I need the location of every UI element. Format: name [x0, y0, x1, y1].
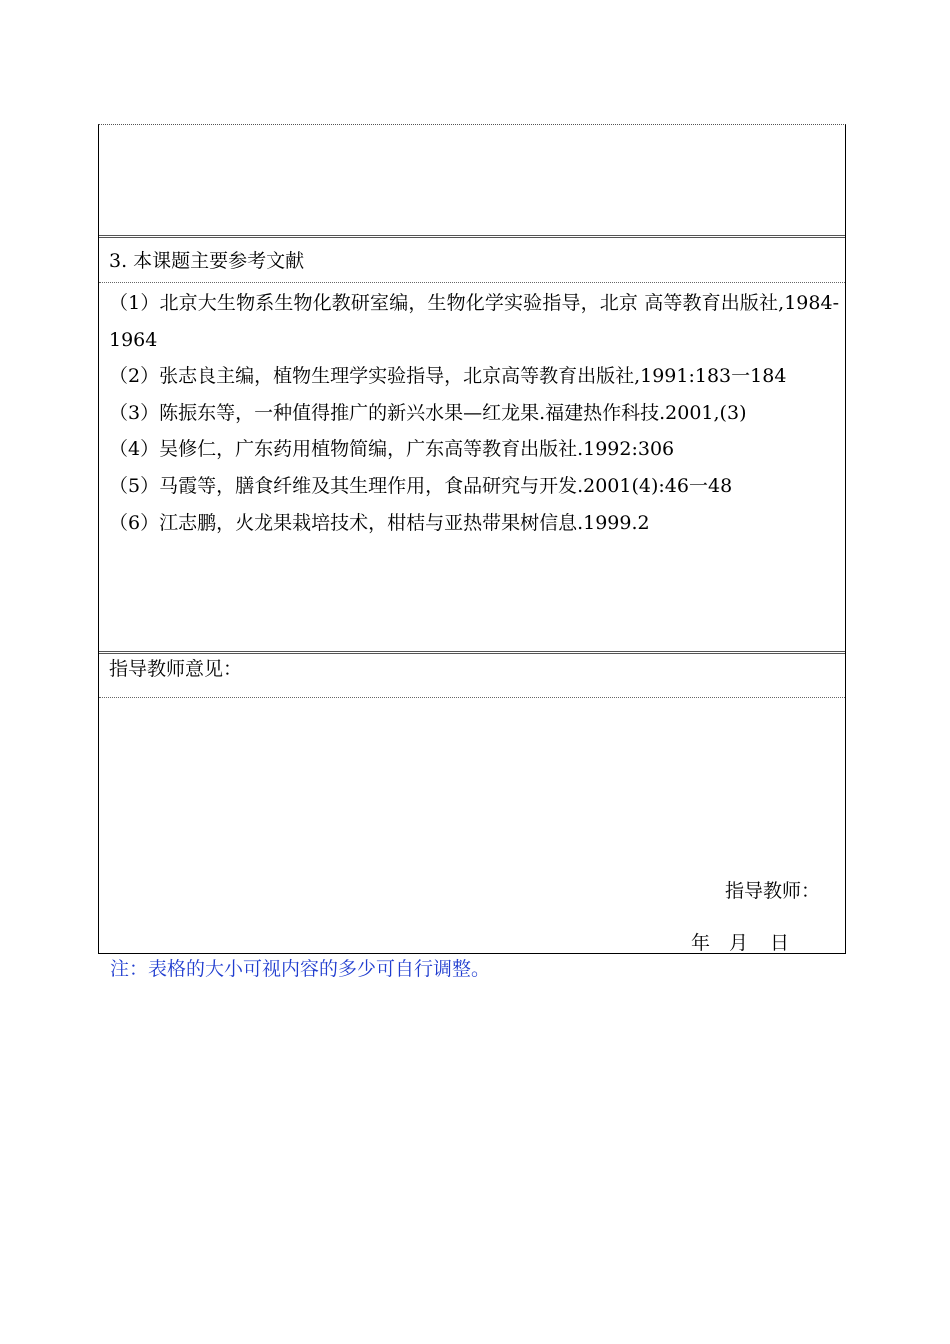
form-table	[98, 124, 846, 954]
references-heading: 3. 本课题主要参考文献	[109, 250, 305, 272]
heading-divider	[99, 282, 845, 283]
reference-item: （3）陈振东等，一种值得推广的新兴水果—红龙果.福建热作科技.2001,(3)	[109, 401, 747, 424]
footnote: 注：表格的大小可视内容的多少可自行调整。	[110, 958, 491, 980]
reference-item: （4）吴修仁，广东药用植物简编，广东高等教育出版社.1992:306	[109, 438, 675, 461]
advisor-signature-label: 指导教师：	[725, 880, 821, 902]
date-month-label: 月	[729, 932, 749, 954]
date-line	[691, 931, 789, 955]
reference-item: （2）张志良主编，植物生理学实验指导，北京高等教育出版社,1991:183一184	[109, 365, 787, 388]
section-divider	[99, 235, 845, 238]
reference-item: （1）北京大生物系生物化教研室编，生物化学实验指导，北京 高等教育出版社,1984-1964	[109, 292, 839, 351]
section-divider	[99, 651, 845, 654]
previous-section-blank	[99, 125, 845, 236]
date-day-label: 日	[770, 932, 790, 954]
reference-item: （6）江志鹏，火龙果栽培技术，柑桔与亚热带果树信息.1999.2	[109, 511, 650, 534]
reference-list	[109, 285, 839, 541]
date-year-label: 年	[691, 932, 711, 954]
heading-divider	[99, 697, 845, 698]
reference-item: （5）马霞等，膳食纤维及其生理作用，食品研究与开发.2001(4):46一48	[109, 474, 733, 497]
advisor-opinion-heading: 指导教师意见：	[109, 658, 243, 680]
